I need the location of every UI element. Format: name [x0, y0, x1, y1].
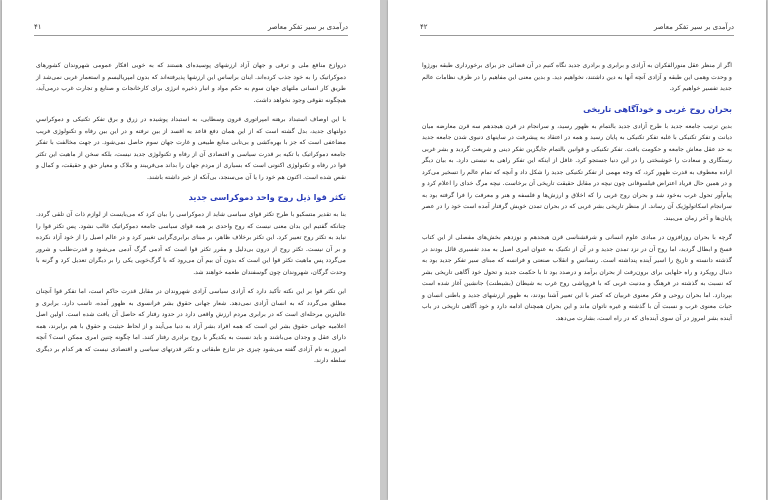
page-42	[388, 0, 766, 500]
paragraph: این تکثر قوا بر این نکته تأکید دارد که آزادی سیاسی آزادی شهروندان در مقابل قدرت حاکم است، اما تفکر قوا آنچنان مطلق می‌گردد که به انسان آزادی نمی‌دهد. شعار جهانی حقوق بشر فرانسوی به ظهور آمده، تاسب دارد. برابری و عالیترین مرحله‌ای است که در برابری مردم ارزش واقعی دارد در حدود رفتار که حاصل آن یافت شده است. اولین اصل اعلامیه جهانی حقوق بشر این است که همه افراد بشر آزاد به دنیا می‌آیند و از لحاظ حیثیت و حقوق با هم برابرند، همه دارای عقل و وجدان می‌باشند و باید نسبت به یکدیگر با روح برادری رفتار کنند. اما چگونه چنین امری ممکن است؟ آنچه امروز به نام آزادی گفته می‌شود چیزی جز تنازع طبقاتی و تکثر قدرتهای سیاسی و اقتصادی نیست که هر کدام بر دیگری سلطه دارند.	[36, 288, 346, 364]
paragraph: با این اوصاف استبداد برهنه امپراتوری قرون وسطایی، به استبداد پوشیده در زرق و برق تفکر تکنیکی و دموکراسیِ دولتهای جدید، بدل گشته است که از این همان دفع قاعد به افسد از بین نرفته و در این بین رفاه و تکنولوژی فریب مضاعفی است که جز با بهره‌کشی و بی‌تابی منابع طبیعی و غارت جهان سوم حاصل نمی‌شود. در جهت مخالفت با تفکر جامعه دموکراتیک با تکیه بر قدرت سیاسی و اقتصادی آن از رفاه و تکنولوژی جدید نیست، بلکه سخن از ماهیت این تکثر قوا در رفاه و تکنولوژی اکنونی است که بسیاری از مردم جهان را بداند می‌فریبند و ملاک و معیار حق و حقیقت، و کمال و نقص شده است. اکنون هم خود را یا آن می‌سنجد، بی‌آنکه از خبر داشته باشند.	[36, 116, 346, 181]
page-body	[36, 60, 346, 375]
running-title: درآمدی بر سیر تفکر معاصر	[267, 23, 348, 31]
page-body	[422, 60, 732, 332]
paragraph: بنا به تقدیر متسکیو با طرح تکثر قوای سیاسی شاید از دموکراسی را بیان کرد که می‌بایست از لوازم ذات آن تلقی گردد. چنانکه گفتیم این بدان معنی نیست که روح واحدی بر همه قوای سیاسی جامعه دموکراتیک غالب نشود. پس تکثر قوا را نباید به تکثر روح تعبیر کرد. این تکثر برخلاف ظاهر، بر مبنای برابری‌گرایی تغییر کرد و در عالم اصیل را از خود آزاد نکرده و بر آن نیست. تکثر روح از درون بی‌دلیل و مقرر تکثر قوا است که آدمی گرگ آدمی می‌شود و قدرت‌طلب و شرور می‌گردد پس ماهیت تکثر قوا این است که بدون آن بیم آن می‌رود که با گرگ‌خویی یکی را بر دیگران تعدیل کرد و گرنه با وحدت گرگان، شهروندان چون گوسفندان طعمه خواهند شد.	[36, 211, 346, 276]
page-number: ۴۱	[34, 23, 42, 31]
running-title: درآمدی بر سیر تفکر معاصر	[653, 23, 734, 31]
section-heading: تکثر قوا ذیل روح واحد دموکراسی جدید	[188, 192, 346, 202]
running-header	[34, 23, 348, 36]
running-header	[420, 23, 734, 36]
paragraph: گرچه با بحران روزافزون در مبادی علوم انسانی و شرقشناسی قرن هیجدهم و نوزدهم بخش‌های مفصلی از این کتاب فسخ و ابطال گردید، اما روح آن در نزد تمدن جدید و در آن از تکنیک به عنوان امری اصیل به مدد تفسیری قائل بودند در گذشته دانسته و تاریخ را اسیر آینده پنداشته است. رنسانس و انقلاب صنعتی و فرانسه که مبنای سیر تفکر جدید بود به دنبال رویکرد و راه حلهایی برای برون‌رفت از بحران برآمد و درصدد بود تا با حکمت جدید و تحول خود آگاهی تاریخی بشر که نسبت به گذشته در فرهنگ و مدنیت غربی که با فروپاشی روح غرب به شیطان (بشیطنت) جانشین آغاز شده است بپردازد. اما بحران روحی و فکر معنوی غربیان که کمتر با این تعبیر آشنا بودند، به ظهور ارزشهای جدید و باطنی انسان و حیات معنوی غرب و نسبت آن با گذشته و غیره ناتوان ماند و این بحران همچنان ادامه دارد و خود آگاهی تاریخی در باب آینده بشر امروز در آن سوی آینده‌ای که در راه است، بشارت می‌دهد.	[422, 234, 732, 322]
paragraph: بدین ترتیب جامعه جدید با طرح آزادی جدید بالتمام به ظهور رسید، و سرانجام در قرن هیجدهم سه قرن معارضه میان دیانت و تفکر تکنیکی با غلبه تفکر تکنیکی به پایان رسید و همه در اعتقاد به پیشرفت در ساینهای دنیوی شدن جامعه جدید به حد عقل معاش جامعه و حکومت یافت. تفکر تکنیکی و قوانین بالتمام جایگزین تفکر دینی و شریعت گردید و بشر غربی رستگاری و سعادت را خوشبختی را در این دنیا جستجو کرد. غافل از اینکه این تفکر راهی به نیستی دارد. به بیان دیگر اراده معطوف به قدرت ظهور کرد، که وجه مهمی از تفکر تکنیکی جدید را شکل داد و آنچه که تمام عالم را تسخیر می‌کرد و در همین حال فریاد اعتراض فیلسوفانی چون نیچه در مقابل حقیقت تاریخی آن برخاست. نیچه مرگ خدای را اعلام کرد و پیام‌آور تحول غرب به‌خود شد و بحران روح غربی را که اخلاق و ارزش‌ها و فلسفه و هنر و معرفت را فرا گرفته بود به سرانجام اسکاتولوژیک آن رساند. از منظر تاریخی بشر غربی که در بحران تمدن خویش گرفتار آمده است خود را در عصر پایان‌ها و آخر زمان می‌بیند.	[422, 122, 732, 222]
paragraph: دروازع منافع ملی و ترقی و جهان آزاد ارزشهای پوسیده‌ای هستند که به خوبی افکار عمومی شهروندان کشورهای دموکراتیک را به خود جذب کرده‌اند. اینان براساس این ارزشها پذیرفته‌اند که بدون امپریالیسم و استعمار غربی نمی‌شد از طریق کار انسانی ملتهای جهان سوم به حکم مواد و انبار ذخیره انرژی برای کارخانجات و صنایع و تجارت غرب درمی‌آید، هیچگونه تفوقی وجود نخواهد داشت.	[36, 62, 346, 104]
page-number: ۴۲	[420, 23, 428, 31]
page-41	[2, 0, 380, 500]
page-gutter	[380, 0, 388, 500]
section-heading: بحران روح غربی و خودآگاهی تاریخی	[583, 103, 732, 114]
paragraph: اگر از منظر عقل منورالفکران به آزادی و برابری و برادری جدید نگاه کنیم در آن فضائی جز برای برخورداری طبقه بورژوا و وحدت وهمی این طبقه و آزادی آنچه آنها به دین داشتند، نخواهیم دید. و بدین معنی این مفاهیم را در ظرف نظامات عالم جدید تفسیر خواهیم کرد.	[422, 62, 732, 92]
